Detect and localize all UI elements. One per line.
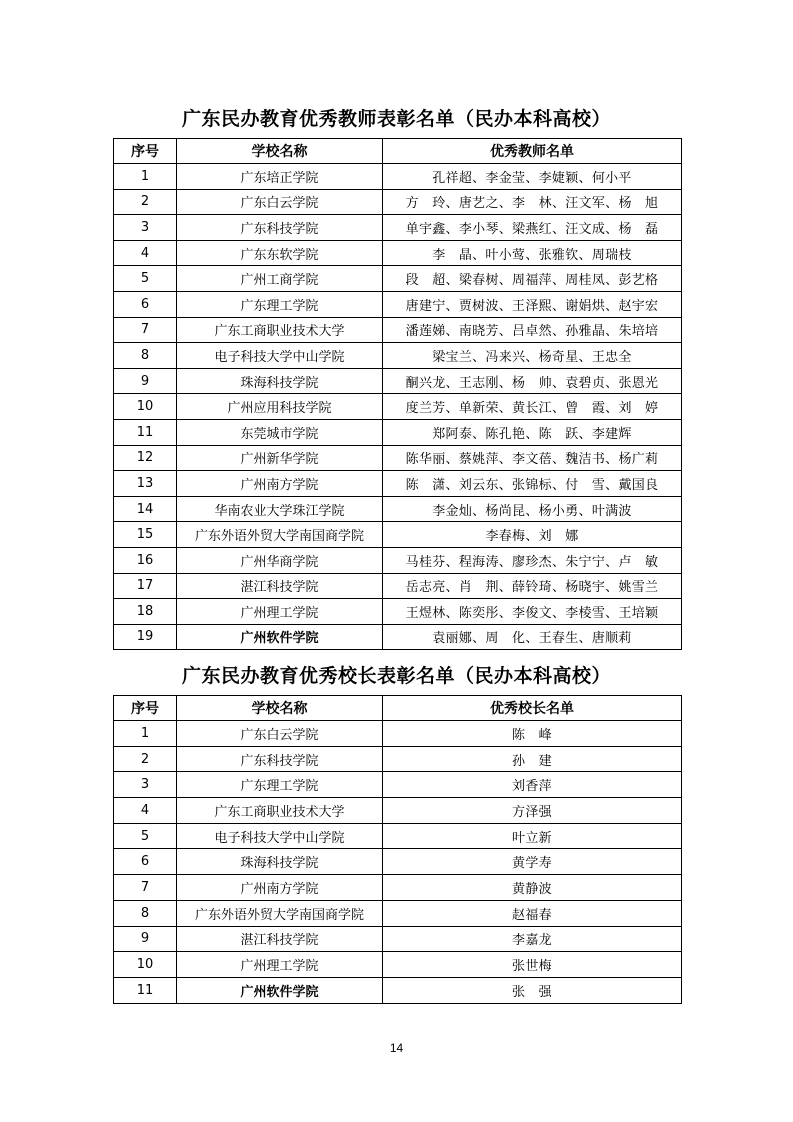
school-name: 湛江科技学院 (177, 926, 383, 952)
school-name: 广东科技学院 (177, 215, 383, 241)
header-school: 学校名称 (177, 696, 383, 721)
awardee-names: 梁宝兰、冯来兴、杨奇星、王忠全 (383, 343, 682, 369)
row-number: 9 (114, 368, 177, 394)
awardee-names: 马桂芬、程海涛、廖珍杰、朱宁宁、卢 敏 (383, 547, 682, 573)
school-name: 电子科技大学中山学院 (177, 823, 383, 849)
table-row (114, 471, 682, 497)
school-name: 湛江科技学院 (177, 573, 383, 599)
row-number: 15 (114, 522, 177, 548)
table-row (114, 721, 682, 747)
principals-table (113, 695, 682, 1004)
row-number: 8 (114, 900, 177, 926)
row-number: 5 (114, 823, 177, 849)
table-row (114, 317, 682, 343)
table-header-row (114, 139, 682, 164)
table-row (114, 189, 682, 215)
school-name: 广东理工学院 (177, 772, 383, 798)
awardee-names: 张 强 (383, 977, 682, 1003)
awardee-names: 陈 潇、刘云东、张锦标、付 雪、戴国良 (383, 471, 682, 497)
table-header-row (114, 696, 682, 721)
row-number: 7 (114, 875, 177, 901)
awardee-names: 王煜林、陈奕彤、李俊文、李棱雪、王培颖 (383, 599, 682, 625)
row-number: 11 (114, 977, 177, 1003)
row-number: 19 (114, 624, 177, 650)
school-name: 广东工商职业技术大学 (177, 798, 383, 824)
awardee-names: 陈 峰 (383, 721, 682, 747)
school-name: 华南农业大学珠江学院 (177, 496, 383, 522)
table-row (114, 445, 682, 471)
awardee-names: 刘香萍 (383, 772, 682, 798)
awardee-names: 单宇鑫、李小琴、梁燕红、汪文成、杨 磊 (383, 215, 682, 241)
table-row (114, 977, 682, 1003)
table-row (114, 573, 682, 599)
school-name: 广州应用科技学院 (177, 394, 383, 420)
table-row (114, 624, 682, 650)
school-name: 广东白云学院 (177, 189, 383, 215)
school-name: 广州南方学院 (177, 875, 383, 901)
row-number: 6 (114, 849, 177, 875)
awardee-names: 孙 建 (383, 746, 682, 772)
row-number: 8 (114, 343, 177, 369)
school-name: 珠海科技学院 (177, 368, 383, 394)
school-name: 广州工商学院 (177, 266, 383, 292)
row-number: 2 (114, 189, 177, 215)
table-row (114, 952, 682, 978)
table-row (114, 746, 682, 772)
table-row (114, 772, 682, 798)
row-number: 3 (114, 772, 177, 798)
header-names: 优秀教师名单 (383, 139, 682, 164)
awardee-names: 袁丽娜、周 化、王春生、唐顺莉 (383, 624, 682, 650)
awardee-names: 段 超、梁春树、周福萍、周桂凤、彭艺格 (383, 266, 682, 292)
row-number: 4 (114, 240, 177, 266)
school-name: 广东外语外贸大学南国商学院 (177, 900, 383, 926)
school-name: 广州南方学院 (177, 471, 383, 497)
awardee-names: 方 玲、唐艺之、李 林、汪文军、杨 旭 (383, 189, 682, 215)
row-number: 2 (114, 746, 177, 772)
page-number: 14 (389, 1041, 404, 1055)
school-name: 广州华商学院 (177, 547, 383, 573)
awardee-names: 李春梅、刘 娜 (383, 522, 682, 548)
school-name: 广东理工学院 (177, 291, 383, 317)
awardee-names: 方泽强 (383, 798, 682, 824)
table-row (114, 798, 682, 824)
row-number: 18 (114, 599, 177, 625)
row-number: 10 (114, 394, 177, 420)
awardee-names: 李嘉龙 (383, 926, 682, 952)
awardee-names: 张世梅 (383, 952, 682, 978)
table-row (114, 849, 682, 875)
awardee-names: 度兰芳、单新荣、黄长江、曾 霞、刘 婷 (383, 394, 682, 420)
row-number: 3 (114, 215, 177, 241)
table-row (114, 394, 682, 420)
awardee-names: 酮兴龙、王志刚、杨 帅、袁碧贞、张恩光 (383, 368, 682, 394)
table-row (114, 547, 682, 573)
header-no: 序号 (114, 696, 177, 721)
awardee-names: 李 晶、叶小莺、张雅钦、周瑞枝 (383, 240, 682, 266)
school-name: 广东科技学院 (177, 746, 383, 772)
school-name: 广州理工学院 (177, 952, 383, 978)
table-row (114, 368, 682, 394)
table-row (114, 900, 682, 926)
awardee-names: 唐建宁、贾树波、王泽熙、谢娟烘、赵宇宏 (383, 291, 682, 317)
table-row (114, 926, 682, 952)
header-no: 序号 (114, 139, 177, 164)
table-row (114, 215, 682, 241)
awardee-names: 陈华丽、蔡姚萍、李文蓓、魏洁书、杨广莉 (383, 445, 682, 471)
school-name: 珠海科技学院 (177, 849, 383, 875)
header-names: 优秀校长名单 (383, 696, 682, 721)
row-number: 5 (114, 266, 177, 292)
awardee-names: 潘莲娣、南晓芳、吕卓然、孙雅晶、朱培培 (383, 317, 682, 343)
awardee-names: 岳志亮、肖 荆、薛铃琦、杨晓宇、姚雪兰 (383, 573, 682, 599)
principals-title: 广东民办教育优秀校长表彰名单（民办本科高校） (181, 665, 611, 687)
school-name: 广州新华学院 (177, 445, 383, 471)
awardee-names: 李金灿、杨尚昆、杨小勇、叶满波 (383, 496, 682, 522)
awardee-names: 黄静波 (383, 875, 682, 901)
row-number: 1 (114, 721, 177, 747)
awardee-names: 叶立新 (383, 823, 682, 849)
table-row (114, 240, 682, 266)
school-name: 广东白云学院 (177, 721, 383, 747)
table-row (114, 419, 682, 445)
row-number: 1 (114, 164, 177, 190)
awardee-names: 赵福春 (383, 900, 682, 926)
school-name: 广东外语外贸大学南国商学院 (177, 522, 383, 548)
table-row (114, 266, 682, 292)
teachers-table (113, 138, 682, 650)
teachers-title: 广东民办教育优秀教师表彰名单（民办本科高校） (181, 108, 611, 130)
school-name: 广州软件学院 (177, 977, 383, 1003)
school-name: 东莞城市学院 (177, 419, 383, 445)
row-number: 4 (114, 798, 177, 824)
awardee-names: 郑阿泰、陈孔艳、陈 跃、李建辉 (383, 419, 682, 445)
table-row (114, 343, 682, 369)
table-row (114, 496, 682, 522)
school-name: 广州软件学院 (177, 624, 383, 650)
table-row (114, 522, 682, 548)
table-row (114, 875, 682, 901)
table-row (114, 291, 682, 317)
table-row (114, 823, 682, 849)
row-number: 9 (114, 926, 177, 952)
awardee-names: 孔祥超、李金莹、李婕颖、何小平 (383, 164, 682, 190)
row-number: 16 (114, 547, 177, 573)
row-number: 6 (114, 291, 177, 317)
table-row (114, 599, 682, 625)
row-number: 12 (114, 445, 177, 471)
awardee-names: 黄学寿 (383, 849, 682, 875)
row-number: 13 (114, 471, 177, 497)
row-number: 10 (114, 952, 177, 978)
row-number: 7 (114, 317, 177, 343)
school-name: 广东工商职业技术大学 (177, 317, 383, 343)
header-school: 学校名称 (177, 139, 383, 164)
table-row (114, 164, 682, 190)
school-name: 广东培正学院 (177, 164, 383, 190)
school-name: 广东东软学院 (177, 240, 383, 266)
row-number: 14 (114, 496, 177, 522)
row-number: 17 (114, 573, 177, 599)
school-name: 电子科技大学中山学院 (177, 343, 383, 369)
row-number: 11 (114, 419, 177, 445)
school-name: 广州理工学院 (177, 599, 383, 625)
